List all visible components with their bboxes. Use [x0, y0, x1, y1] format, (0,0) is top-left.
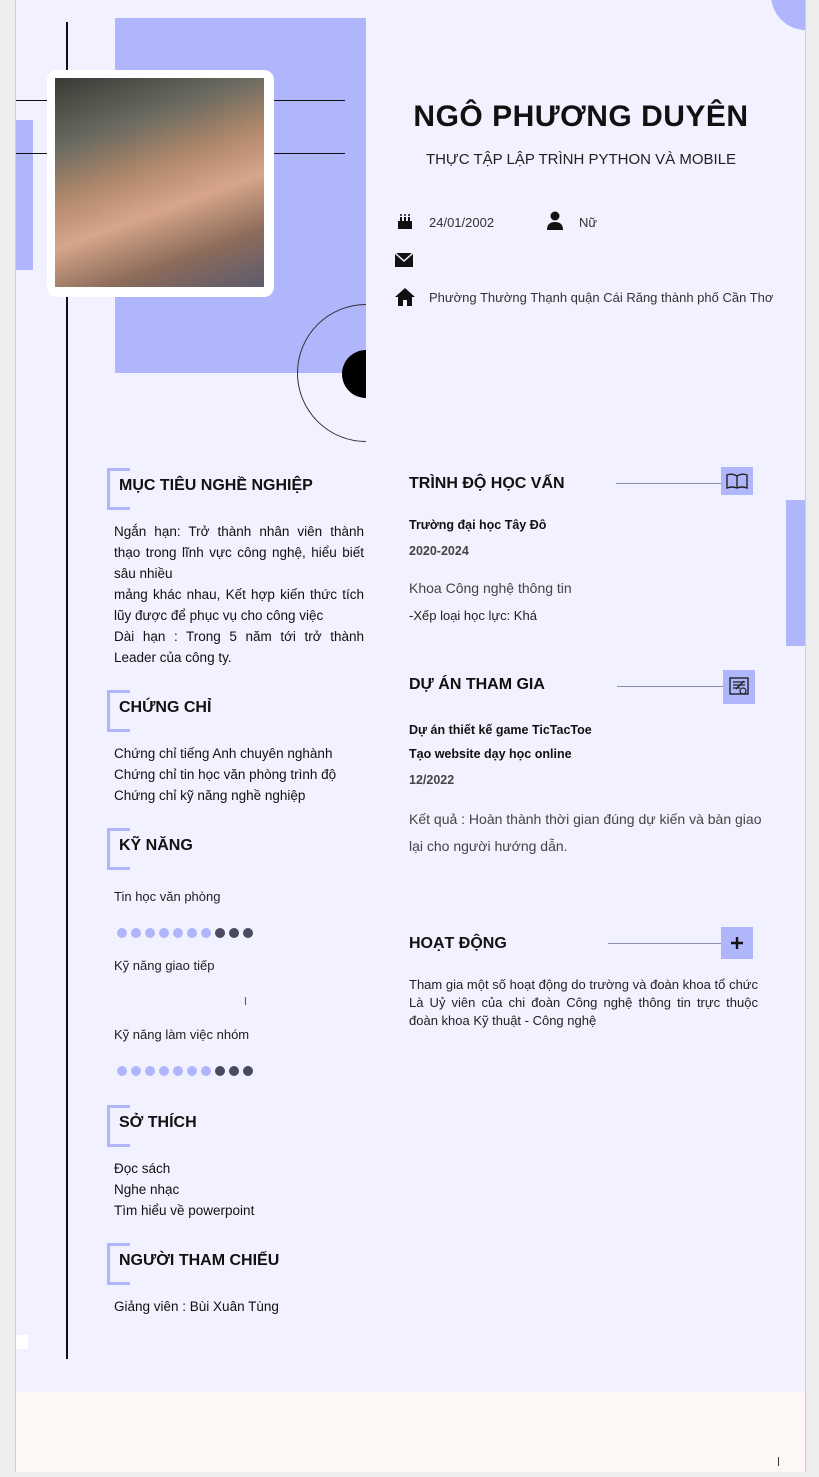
birthdate: 24/01/2002 — [429, 215, 495, 230]
photo-frame — [47, 70, 274, 297]
rating-dot — [187, 1066, 197, 1076]
certificates-title: CHỨNG CHỈ — [119, 699, 212, 716]
certificate-item: Chứng chỉ tin học văn phòng trình độ — [114, 767, 337, 782]
rating-dot — [131, 1066, 141, 1076]
page-footer — [16, 1392, 805, 1472]
rating-dot — [243, 1066, 253, 1076]
skill-rating-marker — [245, 997, 246, 1005]
cake-icon — [396, 212, 414, 235]
skill-rating — [117, 1066, 257, 1078]
person-icon — [546, 211, 564, 236]
project-result: Kết quả : Hoàn thành thời gian đúng dự kiến và bàn giao lại cho người hướng dẫn. — [409, 811, 762, 854]
book-icon — [721, 467, 753, 495]
activities-text: Tham gia một số hoạt động do trường và đoàn khoa tổ chức Là Uỷ viên của chi đoàn Công nghệ thông tin trực thuộc đoàn khoa Kỹ thuật - Công nghệ — [409, 977, 758, 1028]
objective-short-term: Ngắn hạn: Trở thành nhân viên thành thạo trong lĩnh vực công nghệ, hiểu biết sâu nhiều — [114, 524, 364, 581]
gender: Nữ — [579, 215, 598, 230]
rating-dot — [117, 928, 127, 938]
hobby-item: Nghe nhạc — [114, 1182, 180, 1197]
certificate-item: Chứng chỉ tiếng Anh chuyên nghành — [114, 746, 333, 761]
address: Phường Thường Thạnh quận Cái Răng thành phố Cần Thơ — [429, 290, 774, 305]
rating-dot — [201, 1066, 211, 1076]
objective-title: MỤC TIÊU NGHỀ NGHIỆP — [119, 477, 313, 494]
education-faculty: Khoa Công nghệ thông tin — [409, 580, 572, 596]
decor-circle-clip — [286, 300, 366, 450]
rule-top-right — [273, 100, 345, 101]
envelope-icon — [395, 253, 413, 272]
projects-title: DỰ ÁN THAM GIA — [409, 676, 545, 693]
rating-dot — [243, 928, 253, 938]
objective-long-term: Dài hạn : Trong 5 năm tới trở thành Leader của công ty. — [114, 629, 364, 665]
activities-title: HOẠT ĐỘNG — [409, 935, 507, 952]
footer-tick — [778, 1457, 779, 1466]
hobbies-title: SỞ THÍCH — [119, 1114, 197, 1131]
plus-icon — [721, 927, 753, 959]
home-icon — [395, 288, 415, 311]
objective-short-term-cont: mảng khác nhau, Kết hợp kiến thức tích lũy được để phục vụ cho công việc — [114, 587, 364, 623]
accent-block-right — [786, 500, 805, 646]
candidate-name: NGÔ PHƯƠNG DUYÊN — [413, 100, 749, 133]
accent-block-side — [16, 120, 33, 270]
rating-dot — [159, 1066, 169, 1076]
reference-text: Giảng viên : Bùi Xuân Tùng — [114, 1299, 279, 1314]
education-rule — [616, 483, 721, 484]
rating-dot — [159, 928, 169, 938]
rating-dot — [145, 928, 155, 938]
skill-label: Kỹ năng làm việc nhóm — [114, 1027, 250, 1042]
rating-dot — [145, 1066, 155, 1076]
rating-dot — [117, 1066, 127, 1076]
projects-rule — [617, 686, 723, 687]
rule-mid-left — [16, 153, 50, 154]
rating-dot — [173, 928, 183, 938]
skill-label: Tin học văn phòng — [114, 889, 221, 904]
rating-dot — [187, 928, 197, 938]
skills-title: KỸ NĂNG — [119, 837, 193, 854]
rating-dot — [173, 1066, 183, 1076]
rating-dot — [229, 928, 239, 938]
rating-dot — [215, 1066, 225, 1076]
activities-rule — [608, 943, 721, 944]
rating-dot — [215, 928, 225, 938]
project-item: Dự án thiết kế game TicTacToe — [409, 723, 592, 737]
hobby-item: Đọc sách — [114, 1161, 171, 1176]
job-title: THỰC TẬP LẬP TRÌNH PYTHON VÀ MOBILE — [425, 151, 737, 168]
project-item: Tạo website dạy học online — [409, 747, 572, 761]
rating-dot — [201, 928, 211, 938]
education-grade: -Xếp loại học lực: Khá — [409, 608, 537, 623]
education-title: TRÌNH ĐỘ HỌC VẤN — [409, 475, 565, 492]
references-title: NGƯỜI THAM CHIẾU — [119, 1252, 280, 1269]
rule-top-left — [16, 100, 50, 101]
profile-photo — [55, 78, 264, 287]
rating-dot — [229, 1066, 239, 1076]
project-date: 12/2022 — [409, 773, 455, 787]
certificate-icon — [723, 670, 755, 704]
education-school: Trường đại học Tây Đô — [409, 518, 547, 532]
corner-circle — [771, 0, 806, 30]
cv-page — [15, 0, 806, 1472]
education-years: 2020-2024 — [409, 544, 469, 558]
skill-label: Kỹ năng giao tiếp — [114, 958, 215, 973]
rating-dot — [131, 928, 141, 938]
rule-mid-right — [273, 153, 345, 154]
certificate-item: Chứng chỉ kỹ năng nghề nghiệp — [114, 788, 306, 803]
skill-rating — [117, 928, 257, 940]
corner-marker — [16, 1335, 28, 1349]
hobby-item: Tìm hiểu về powerpoint — [114, 1203, 255, 1218]
